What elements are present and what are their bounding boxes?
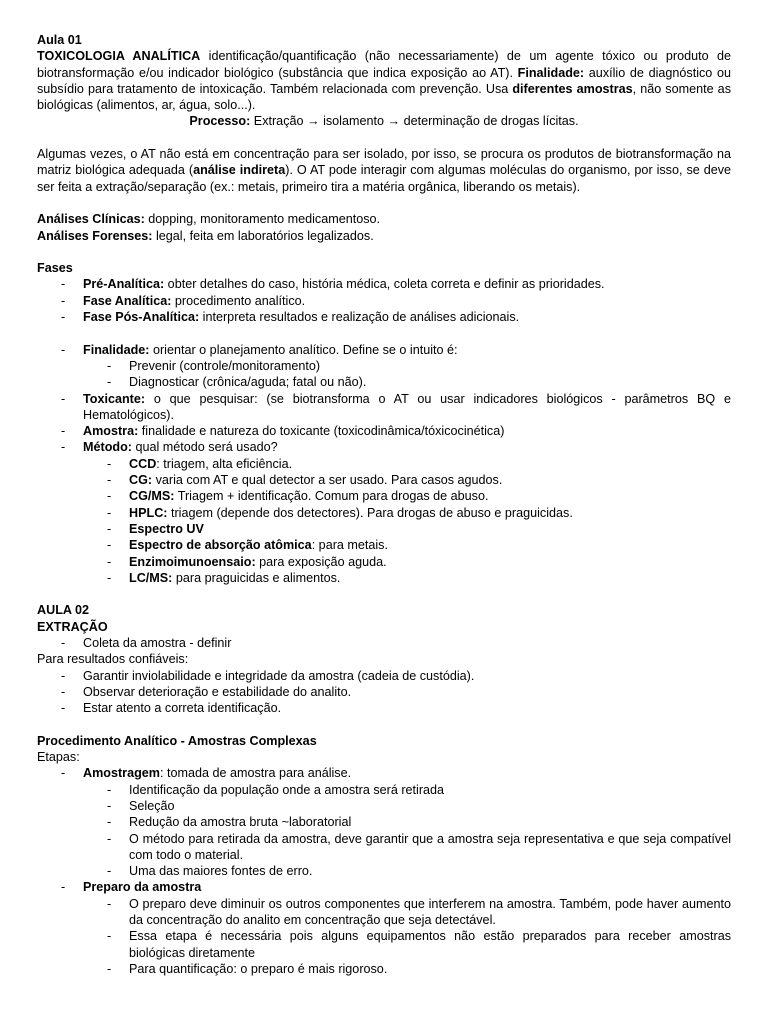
list-item: - Método: qual método será usado? - CCD: triagem, alta eficiência. - CG: varia com AT e qual detector a ser usado. Para casos agudos. - CG/MS: Triagem + identificação. Comum para drogas de abuso. - HPLC: triagem (depende dos detectores). Para drogas de abuso e praguicidas. - Espectro UV - Espectro de absorção atômica: para metais. - Enzimoimunoensaio: para exposição aguda. - LC/MS: para praguicidas e alimentos. xyxy=(37,439,731,586)
planejamento-list xyxy=(37,342,731,586)
list-item: - LC/MS: para praguicidas e alimentos. xyxy=(37,570,731,586)
fases-list xyxy=(37,276,731,325)
list-item: - Para quantificação: o preparo é mais rigoroso. xyxy=(37,961,731,977)
heading-aula-02: AULA 02 xyxy=(37,603,90,618)
list-item: - Fase Analítica: procedimento analítico. xyxy=(37,293,731,309)
list-item: - Finalidade: orientar o planejamento analítico. Define se o intuito é: - Prevenir (controle/monitoramento) - Diagnosticar (crônica/aguda; fatal ou não). xyxy=(37,342,731,391)
heading-extracao: EXTRAÇÃO xyxy=(37,619,108,634)
list-item: - Toxicante: o que pesquisar: (se biotransforma o AT ou usar indicadores biológicos - parâmetros BQ e Hematológicos). xyxy=(37,391,731,424)
list-item: - Amostra: finalidade e natureza do toxicante (toxicodinâmica/tóxicocinética) xyxy=(37,423,731,439)
list-item: - Espectro de absorção atômica: para metais. xyxy=(37,537,731,553)
list-item: - Pré-Analítica: obter detalhes do caso, história médica, coleta correta e definir as prioridades. xyxy=(37,276,731,292)
list-item: - CG/MS: Triagem + identificação. Comum para drogas de abuso. xyxy=(37,488,731,504)
confiaveis-list xyxy=(37,668,731,717)
heading-fases: Fases xyxy=(37,261,73,276)
list-item: - Prevenir (controle/monitoramento) xyxy=(37,358,731,374)
etapas-label: Etapas: xyxy=(37,750,80,765)
list-item: - HPLC: triagem (depende dos detectores). Para drogas de abuso e praguicidas. xyxy=(37,505,731,521)
list-item: - Preparo da amostra - O preparo deve diminuir os outros componentes que interferem na amostra. Também, pode haver aumento da concentração do analito em concentração que seja detectável. - Essa etapa é necessária pois alguns equipamentos não estão preparados para receber amostras biológicas diretamente - Para quantificação: o preparo é mais rigoroso. xyxy=(37,879,731,977)
list-item: - Observar deterioração e estabilidade do analito. xyxy=(37,684,731,700)
paragraph-analise-indireta: Algumas vezes, o AT não está em concentração para ser isolado, por isso, se procura os produtos de biotransformação na matriz biológica adequada (análise indireta). O AT pode interagir com algumas moléculas do organismo, por isso, se deve ser feita a extração/separação (ex.: metais, primeiro tira a matéria orgânica, liberando os metais). xyxy=(37,147,732,194)
etapas-list xyxy=(37,765,731,977)
list-item: - Essa etapa é necessária pois alguns equipamentos não estão preparados para receber amostras biológicas diretamente xyxy=(37,928,731,961)
list-item: - Enzimoimunoensaio: para exposição aguda. xyxy=(37,554,731,570)
title-toxicologia: TOXICOLOGIA ANALÍTICA xyxy=(37,49,201,64)
list-item: - CG: varia com AT e qual detector a ser usado. Para casos agudos. xyxy=(37,472,731,488)
intro-paragraph: TOXICOLOGIA ANALÍTICA identificação/quantificação (não necessariamente) de um agente tóxico ou produto de biotransformação e/ou indicador biológico (substância que indica exposição ao AT). Finalidade: auxílio de diagnóstico ou subsídio para tratamento de intoxicação. Também relacionada com prevenção. Usa diferentes amostras, não somente as biológicas (alimentos, ar, água, solo...). xyxy=(37,49,731,113)
list-item: - Garantir inviolabilidade e integridade da amostra (cadeia de custódia). xyxy=(37,668,731,684)
list-item: - O método para retirada da amostra, deve garantir que a amostra seja representativa e que seja compatível com todo o material. xyxy=(37,831,731,864)
list-item: - O preparo deve diminuir os outros componentes que interferem na amostra. Também, pode haver aumento da concentração do analito em concentração que seja detectável. xyxy=(37,896,731,929)
processo-line: Processo: Extração → isolamento → determinação de drogas lícitas. xyxy=(189,114,579,129)
list-item: - Redução da amostra bruta ~laboratorial xyxy=(37,814,731,830)
list-item: - Coleta da amostra - definir xyxy=(37,635,731,651)
list-item: - Espectro UV xyxy=(37,521,731,537)
list-item: - Uma das maiores fontes de erro. xyxy=(37,863,731,879)
resultados-confiaveis: Para resultados confiáveis: xyxy=(37,652,189,667)
list-item: - Diagnosticar (crônica/aguda; fatal ou não). xyxy=(37,374,731,390)
heading-procedimento: Procedimento Analítico - Amostras Complexas xyxy=(37,733,317,748)
coleta-list xyxy=(37,635,731,651)
analises-clinicas: Análises Clínicas: dopping, monitoramento medicamentoso. xyxy=(37,212,381,227)
heading-aula-01: Aula 01 xyxy=(37,33,82,47)
list-item: - Seleção xyxy=(37,798,731,814)
list-item: - Identificação da população onde a amostra será retirada xyxy=(37,782,731,798)
list-item: - Estar atento a correta identificação. xyxy=(37,700,731,716)
analises-forenses: Análises Forenses: legal, feita em laboratórios legalizados. xyxy=(37,228,374,243)
list-item: - CCD: triagem, alta eficiência. xyxy=(37,456,731,472)
list-item: - Fase Pós-Analítica: interpreta resultados e realização de análises adicionais. xyxy=(37,309,731,325)
list-item: - Amostragem: tomada de amostra para análise. - Identificação da população onde a amostra será retirada - Seleção - Redução da amostra bruta ~laboratorial - O método para retirada da amostra, deve garantir que a amostra seja representativa e que seja compatível com todo o material. - Uma das maiores fontes de erro. xyxy=(37,765,731,879)
